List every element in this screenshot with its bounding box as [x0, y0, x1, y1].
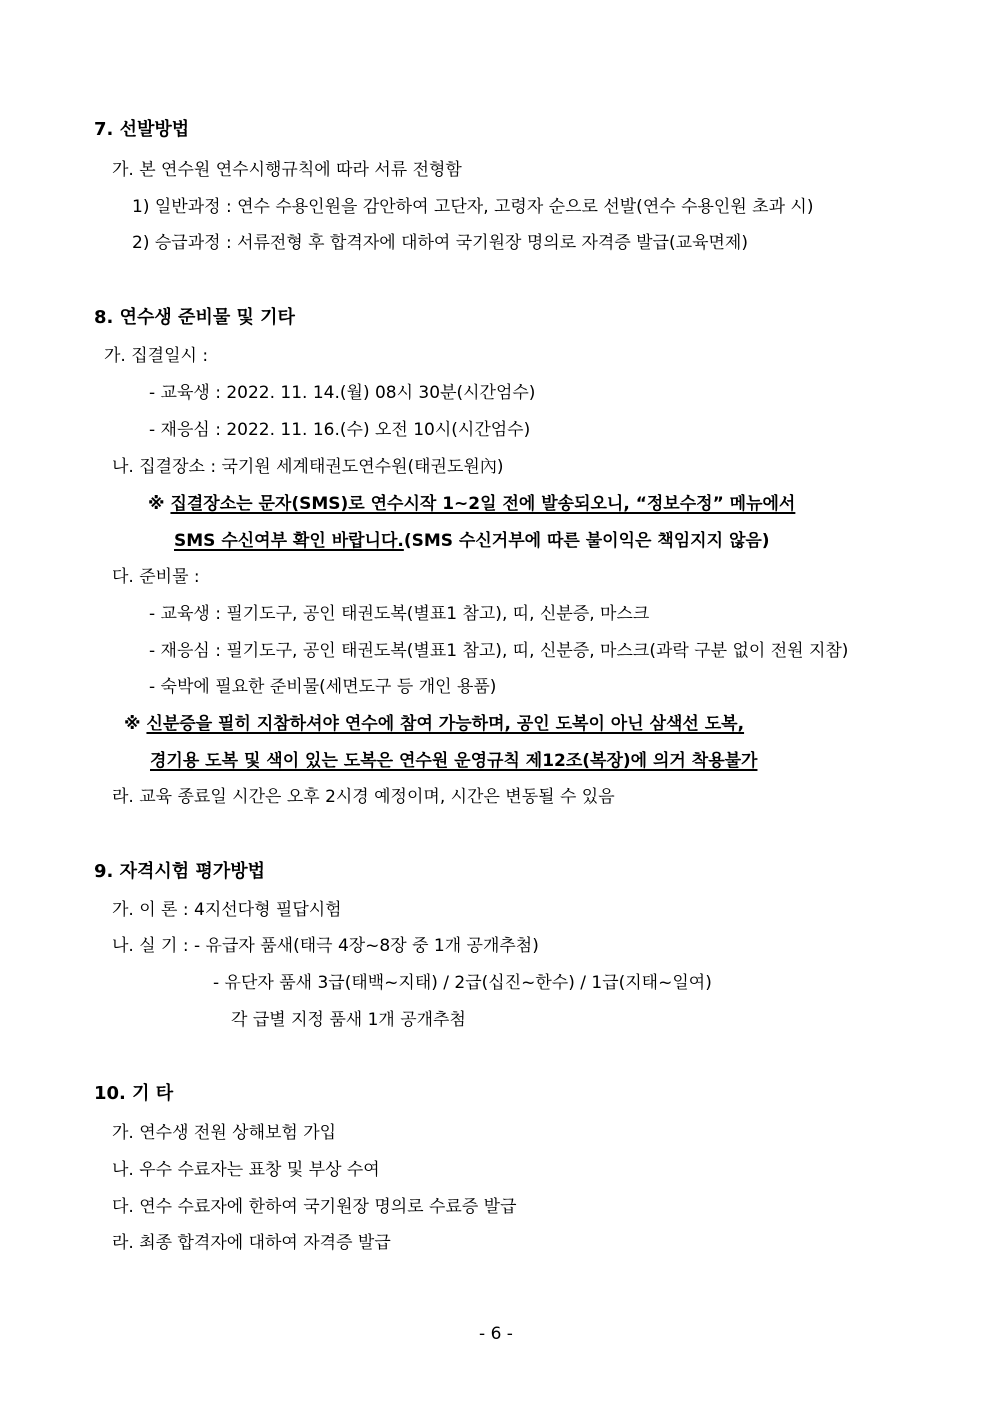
section-8-item-da: 다. 준비물 :	[112, 567, 200, 587]
section-10-heading: 10. 기 타	[94, 1083, 174, 1104]
notice-sms-text-2: SMS 수신여부 확인 바랍니다.	[174, 531, 404, 551]
notice-id-text-1: 신분증을 필히 지참하셔야 연수에 참여 가능하며, 공인 도복이 아닌 삼색선 도복,	[146, 714, 745, 734]
notice-sms-line-2	[174, 529, 770, 553]
section-8-item-na: 나. 집결장소 : 국기원 세계태권도연수원(태권도원內)	[112, 457, 504, 477]
section-8-item-ra: 라. 교육 종료일 시간은 오후 2시경 예정이며, 시간은 변동될 수 있음	[112, 787, 615, 807]
section-8-item-da-1: - 교육생 : 필기도구, 공인 태권도복(별표1 참고), 띠, 신분증, 마스크	[149, 604, 650, 624]
section-7-heading: 7. 선발방법	[94, 119, 190, 140]
reference-mark: ※	[148, 494, 171, 514]
section-8-item-ga: 가. 집결일시 :	[104, 346, 209, 366]
section-9-item-na: 나. 실 기 : - 유급자 품새(태극 4장~8장 중 1개 공개추첨)	[112, 936, 539, 956]
section-10-item-ra: 라. 최종 합격자에 대하여 자격증 발급	[112, 1233, 391, 1253]
section-10-item-da: 다. 연수 수료자에 한하여 국기원장 명의로 수료증 발급	[112, 1197, 517, 1217]
reference-mark: ※	[124, 714, 147, 734]
notice-id-text-2: 경기용 도복 및 색이 있는 도복은 연수원 운영규칙 제12조(복장)에 의거 착용불가	[150, 751, 758, 771]
section-7-item-1: 1) 일반과정 : 연수 수용인원을 감안하여 고단자, 고령자 순으로 선발(연수 수용인원 초과 시)	[132, 197, 814, 217]
section-7-item-ga: 가. 본 연수원 연수시행규칙에 따라 서류 전형함	[112, 160, 462, 180]
section-8-item-ga-1: - 교육생 : 2022. 11. 14.(월) 08시 30분(시간엄수)	[149, 383, 536, 403]
section-10-item-ga: 가. 연수생 전원 상해보험 가입	[112, 1123, 337, 1143]
section-7-item-2: 2) 승급과정 : 서류전형 후 합격자에 대하여 국기원장 명의로 자격증 발급(교육면제)	[132, 233, 748, 253]
section-9-item-ga: 가. 이 론 : 4지선다형 필답시험	[112, 900, 342, 920]
section-8-item-ga-2: - 재응심 : 2022. 11. 16.(수) 오전 10시(시간엄수)	[149, 420, 531, 440]
section-9-item-na-3: 각 급별 지정 품새 1개 공개추첨	[231, 1010, 466, 1030]
notice-id-line-2	[150, 749, 757, 773]
section-8-item-da-2: - 재응심 : 필기도구, 공인 태권도복(별표1 참고), 띠, 신분증, 마스크(과락 구분 없이 전원 지참)	[149, 641, 849, 661]
section-9-heading: 9. 자격시험 평가방법	[94, 861, 265, 882]
section-9-item-na-2: - 유단자 품새 3급(태백~지태) / 2급(십진~한수) / 1급(지태~일여)	[213, 973, 712, 993]
section-10-item-na: 나. 우수 수료자는 표창 및 부상 수여	[112, 1160, 380, 1180]
notice-sms-text-1: 집결장소는 문자(SMS)로 연수시작 1~2일 전에 발송되오니, “정보수정” 메뉴에서	[170, 494, 796, 514]
section-8-item-da-3: - 숙박에 필요한 준비물(세면도구 등 개인 용품)	[149, 677, 497, 697]
notice-sms-text-3: (SMS 수신거부에 따른 불이익은 책임지지 않음)	[403, 531, 770, 551]
section-8-heading: 8. 연수생 준비물 및 기타	[94, 307, 295, 328]
notice-id-line-1	[124, 712, 744, 736]
page-number: - 6 -	[479, 1324, 513, 1344]
notice-sms-line-1	[148, 492, 795, 516]
